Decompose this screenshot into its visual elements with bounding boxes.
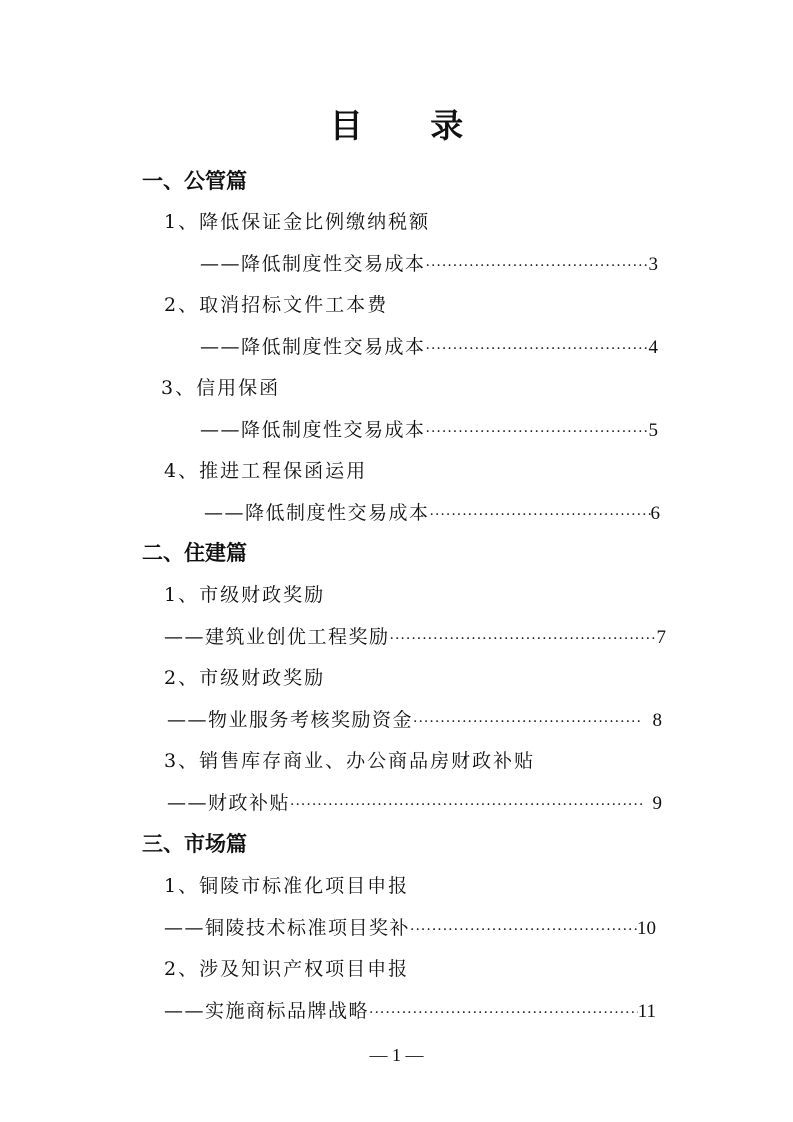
leader-dots xyxy=(426,334,649,364)
toc-entry[interactable] xyxy=(204,498,660,528)
toc-page-number: 5 xyxy=(648,420,658,441)
toc-item-label: 1、降低保证金比例缴纳税额 xyxy=(164,211,431,233)
toc-item-label: 2、取消招标文件工本费 xyxy=(164,294,389,316)
toc-entry[interactable] xyxy=(200,415,658,445)
toc-page-number: 9 xyxy=(652,793,662,814)
toc-entry[interactable] xyxy=(164,622,666,652)
leader-dots xyxy=(369,998,638,1028)
page-title: 目 录 xyxy=(329,106,492,145)
toc-item-label: 1、铜陵市标准化项目申报 xyxy=(164,875,410,897)
leader-dots xyxy=(426,417,649,447)
toc-entry[interactable] xyxy=(164,913,656,943)
toc-entry-subtitle: ——财政补贴 xyxy=(167,792,291,814)
leader-dots xyxy=(290,790,642,820)
section-heading: 二、住建篇 xyxy=(142,540,247,565)
toc-item-label: 1、市级财政奖励 xyxy=(164,584,326,606)
toc-entry-subtitle: ——降低制度性交易成本 xyxy=(200,336,426,358)
toc-page-number: 11 xyxy=(637,1001,656,1022)
leader-dots xyxy=(390,624,657,654)
leader-dots xyxy=(426,251,649,281)
toc-entry[interactable] xyxy=(167,705,662,735)
toc-item-label: 2、涉及知识产权项目申报 xyxy=(164,958,410,980)
toc-entry[interactable] xyxy=(200,332,658,362)
leader-dots xyxy=(430,500,651,530)
toc-entry-subtitle: ——实施商标品牌战略 xyxy=(164,1000,370,1022)
toc-entry-subtitle: ——降低制度性交易成本 xyxy=(200,253,426,275)
leader-dots xyxy=(413,707,642,737)
section-heading: 三、市场篇 xyxy=(142,831,247,856)
toc-page-number: 8 xyxy=(652,710,662,731)
toc-item-label: 3、销售库存商业、办公商品房财政补贴 xyxy=(164,750,536,772)
toc-entry[interactable] xyxy=(167,788,662,818)
toc-entry[interactable] xyxy=(164,996,656,1026)
toc-page-number: 6 xyxy=(650,503,660,524)
toc-item-label: 3、信用保函 xyxy=(161,377,281,399)
toc-entry-subtitle: ——物业服务考核奖励资金 xyxy=(167,709,414,731)
toc-entry-subtitle: ——降低制度性交易成本 xyxy=(204,502,430,524)
toc-page-number: 4 xyxy=(648,337,658,358)
section-heading: 一、公管篇 xyxy=(142,168,247,193)
toc-item-label: 2、市级财政奖励 xyxy=(164,667,326,689)
toc-entry-subtitle: ——铜陵技术标准项目奖补 xyxy=(164,917,411,939)
toc-page-number: 3 xyxy=(648,254,658,275)
page-number-footer: — 1 — xyxy=(369,1045,424,1065)
toc-entry-subtitle: ——建筑业创优工程奖励 xyxy=(164,626,390,648)
leader-dots xyxy=(410,915,637,945)
toc-page-number: 10 xyxy=(637,918,656,939)
toc-entry-subtitle: ——降低制度性交易成本 xyxy=(200,419,426,441)
toc-entry[interactable] xyxy=(200,249,658,279)
toc-page-number: 7 xyxy=(656,627,666,648)
toc-item-label: 4、推进工程保函运用 xyxy=(164,460,368,482)
